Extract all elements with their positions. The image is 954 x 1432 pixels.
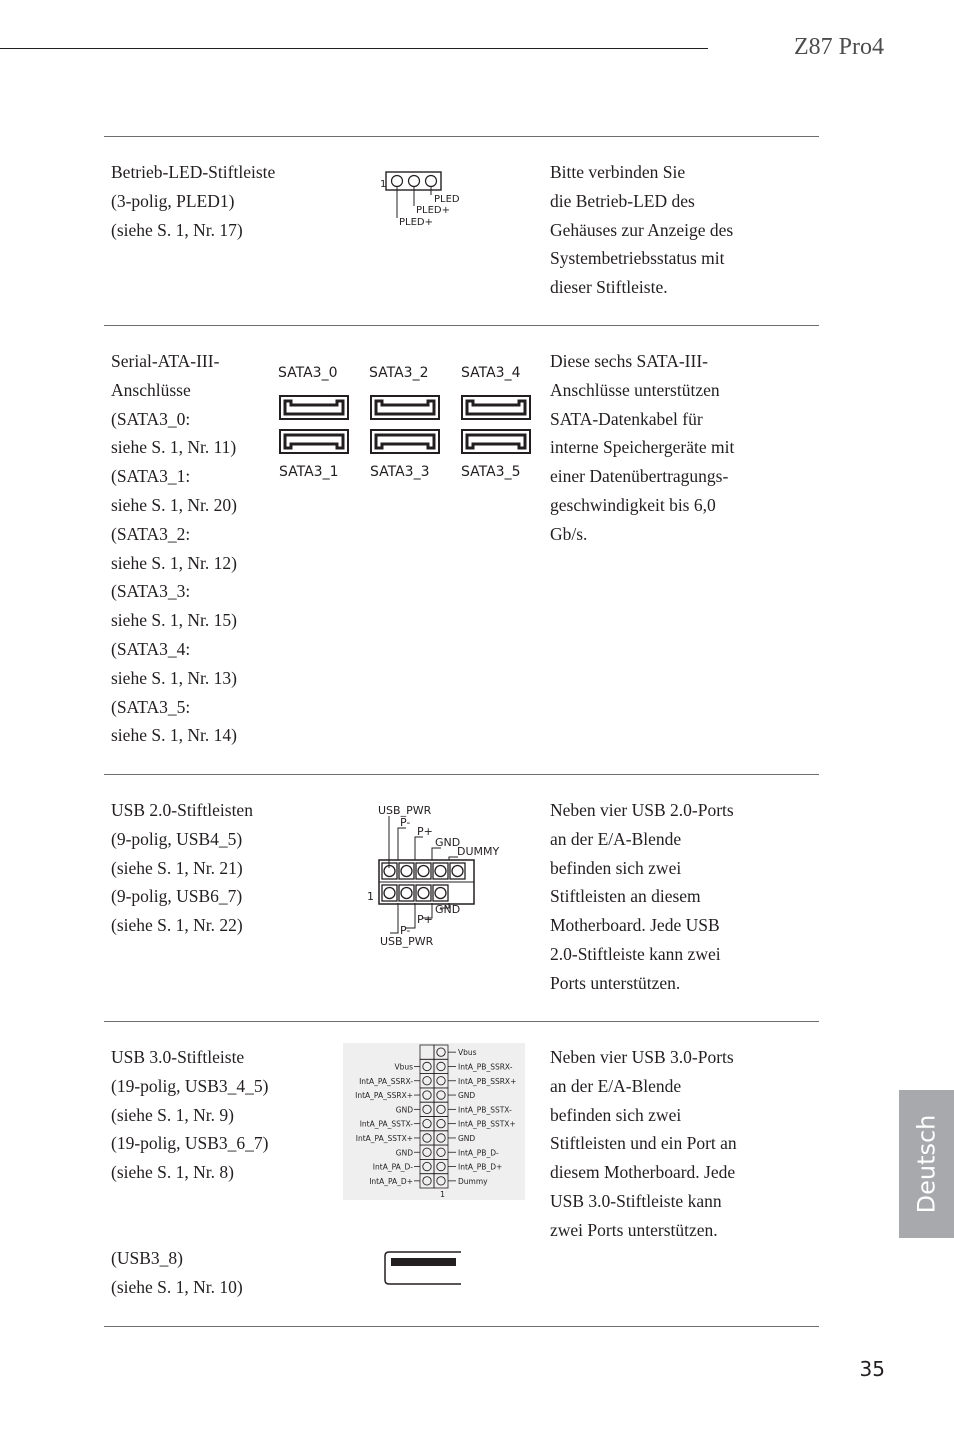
table-rule [104, 136, 819, 137]
sata-port-label: SATA3_3 [370, 464, 430, 480]
usb3-header-diagram [343, 1043, 525, 1200]
text-line: siehe S. 1, Nr. 15) [111, 610, 237, 631]
text-line: Bitte verbinden Sie [550, 162, 686, 182]
pin-one-label: 1 [367, 890, 374, 903]
sata-explanation [550, 347, 775, 549]
text-line: (SATA3_1: [111, 466, 191, 487]
page-number: 35 [859, 1357, 885, 1381]
pin-label: IntA_PB_D+ [458, 1162, 503, 1172]
sata-port-label: SATA3_1 [279, 464, 339, 480]
sata-connector-bottom [279, 429, 349, 454]
pin-label: Vbus [458, 1048, 477, 1058]
text-line: befinden sich zwei [550, 857, 682, 878]
pin [426, 176, 437, 187]
text-line: die Betrieb-LED des [550, 190, 695, 211]
model-title: Z87 Pro4 [794, 34, 884, 60]
text-line: (siehe S. 1, Nr. 8) [111, 1162, 234, 1183]
text-line: USB 3.0-Stiftleiste kann [550, 1190, 722, 1211]
table-rule [104, 1326, 819, 1327]
text-line: SATA-Datenkabel für [550, 408, 703, 429]
text-line: USB 3.0-Stiftleiste [111, 1047, 245, 1067]
pin-label: IntA_PA_SSRX- [359, 1076, 413, 1086]
sata-connector-top [279, 395, 349, 420]
text-line: (19-polig, USB3_4_5) [111, 1075, 269, 1096]
pin-label: P- [400, 816, 411, 829]
pled-description [111, 158, 316, 244]
pin-label: USB_PWR [380, 935, 434, 948]
text-line: Gb/s. [550, 523, 588, 544]
text-line: Anschlüsse unterstützen [550, 379, 720, 400]
text-line: interne Speichergeräte mit [550, 437, 735, 458]
text-line: (USB3_8) [111, 1248, 183, 1268]
pin-label: IntA_PB_SSRX- [458, 1062, 513, 1072]
pled-header-diagram [378, 168, 478, 230]
text-line: USB 2.0-Stiftleisten [111, 800, 253, 820]
text-line: (SATA3_0: [111, 408, 191, 429]
text-line: an der E/A-Blende [550, 828, 682, 849]
text-line: Stiftleisten und ein Port an [550, 1133, 737, 1154]
text-line: (9-polig, USB4_5) [111, 828, 243, 849]
pin-label: IntA_PA_D- [372, 1162, 413, 1172]
text-line: (SATA3_2: [111, 523, 191, 544]
table-rule [104, 774, 819, 775]
table-rule [104, 325, 819, 326]
pin-label: P+ [417, 825, 433, 838]
text-line: siehe S. 1, Nr. 14) [111, 725, 237, 746]
language-tab-label: Deutsch [912, 1114, 941, 1214]
language-tab [899, 1090, 954, 1238]
sata-port-label: SATA3_2 [369, 365, 429, 381]
pin-label: IntA_PA_D+ [369, 1176, 413, 1186]
pin-label: IntA_PA_SSTX- [359, 1119, 413, 1129]
pin-label: PLED+ [416, 205, 450, 216]
pin-label: IntA_PB_SSTX- [458, 1105, 512, 1115]
pin-label: P- [400, 924, 411, 937]
text-line: Systembetriebsstatus mit [550, 248, 725, 269]
text-line: Neben vier USB 3.0-Ports [550, 1047, 734, 1067]
text-line: befinden sich zwei [550, 1104, 682, 1125]
text-line: Anschlüsse [111, 379, 191, 400]
pin-label: GND [435, 903, 461, 916]
text-line: (siehe S. 1, Nr. 9) [111, 1104, 234, 1125]
pin-label: IntA_PA_SSRX+ [355, 1091, 413, 1101]
pin [409, 176, 420, 187]
text-line: Gehäuses zur Anzeige des [550, 219, 734, 240]
text-line: zwei Ports unterstützen. [550, 1219, 718, 1240]
pin-label: USB_PWR [378, 804, 432, 817]
text-line: siehe S. 1, Nr. 12) [111, 552, 237, 573]
text-line: dieser Stiftleiste. [550, 277, 668, 298]
text-line: (SATA3_5: [111, 696, 191, 717]
text-line: (siehe S. 1, Nr. 17) [111, 219, 243, 240]
pin-label: IntA_PA_SSTX+ [355, 1133, 413, 1143]
pin-label: Vbus [394, 1062, 413, 1072]
usb2-explanation [550, 796, 775, 998]
pin-one-label: 1 [440, 1190, 446, 1199]
text-line: Serial-ATA-III- [111, 351, 220, 371]
text-line: an der E/A-Blende [550, 1075, 682, 1096]
text-line: (3-polig, PLED1) [111, 190, 235, 211]
sata-port-label: SATA3_4 [461, 365, 521, 381]
pin-label: IntA_PB_D- [458, 1148, 499, 1158]
pin-label: IntA_PB_SSTX+ [458, 1119, 516, 1129]
pin-label: GND [435, 836, 461, 849]
header-rule [0, 48, 708, 49]
text-line: (siehe S. 1, Nr. 21) [111, 857, 243, 878]
pin-label: GND [458, 1133, 476, 1143]
usb2-description [111, 796, 316, 940]
text-line: diesem Motherboard. Jede [550, 1162, 736, 1183]
text-line: Motherboard. Jede USB [550, 915, 720, 936]
pin [392, 176, 403, 187]
sata-connector-bottom [461, 429, 531, 454]
sata-connector-top [461, 395, 531, 420]
text-line: 2.0-Stiftleiste kann zwei [550, 943, 721, 964]
text-line: Diese sechs SATA-III- [550, 351, 708, 371]
text-line: Betrieb-LED-Stiftleiste [111, 162, 276, 182]
text-line: (19-polig, USB3_6_7) [111, 1133, 269, 1154]
usb3-front-port-description [111, 1244, 316, 1302]
pin-label: Dummy [458, 1176, 488, 1186]
pin-label: P+ [417, 913, 433, 926]
pin-label: PLED [434, 194, 460, 205]
pin-one-label: 1 [380, 179, 387, 190]
text-line: siehe S. 1, Nr. 11) [111, 437, 237, 458]
text-line: Neben vier USB 2.0-Ports [550, 800, 734, 820]
usb3-explanation [550, 1043, 775, 1245]
usb3-description [111, 1043, 316, 1187]
text-line: (SATA3_3: [111, 581, 191, 602]
text-line: (siehe S. 1, Nr. 10) [111, 1276, 243, 1297]
text-line: siehe S. 1, Nr. 13) [111, 667, 237, 688]
text-line: Ports unterstützen. [550, 972, 681, 993]
pin-label: GND [458, 1091, 476, 1101]
table-rule [104, 1021, 819, 1022]
text-line: Stiftleisten an diesem [550, 886, 701, 907]
text-line: (SATA3_4: [111, 638, 191, 659]
sata-connector-top [370, 395, 440, 420]
pin-label: GND [395, 1105, 413, 1115]
pin-label: IntA_PB_SSRX+ [458, 1076, 517, 1086]
text-line: siehe S. 1, Nr. 20) [111, 494, 237, 515]
sata-port-label: SATA3_0 [278, 365, 338, 381]
usb3-port-diagram [383, 1251, 463, 1287]
pin-label: DUMMY [457, 845, 500, 858]
pin-label: PLED+ [399, 217, 433, 228]
text-line: geschwindigkeit bis 6,0 [550, 494, 716, 515]
text-line: (9-polig, USB6_7) [111, 886, 243, 907]
text-line: einer Datenübertragungs- [550, 466, 729, 487]
sata-connector-bottom [370, 429, 440, 454]
pled-explanation [550, 158, 775, 302]
text-line: (siehe S. 1, Nr. 22) [111, 915, 243, 936]
pin-label: GND [395, 1148, 413, 1158]
usb2-header-diagram [362, 800, 507, 950]
sata-port-label: SATA3_5 [461, 464, 521, 480]
